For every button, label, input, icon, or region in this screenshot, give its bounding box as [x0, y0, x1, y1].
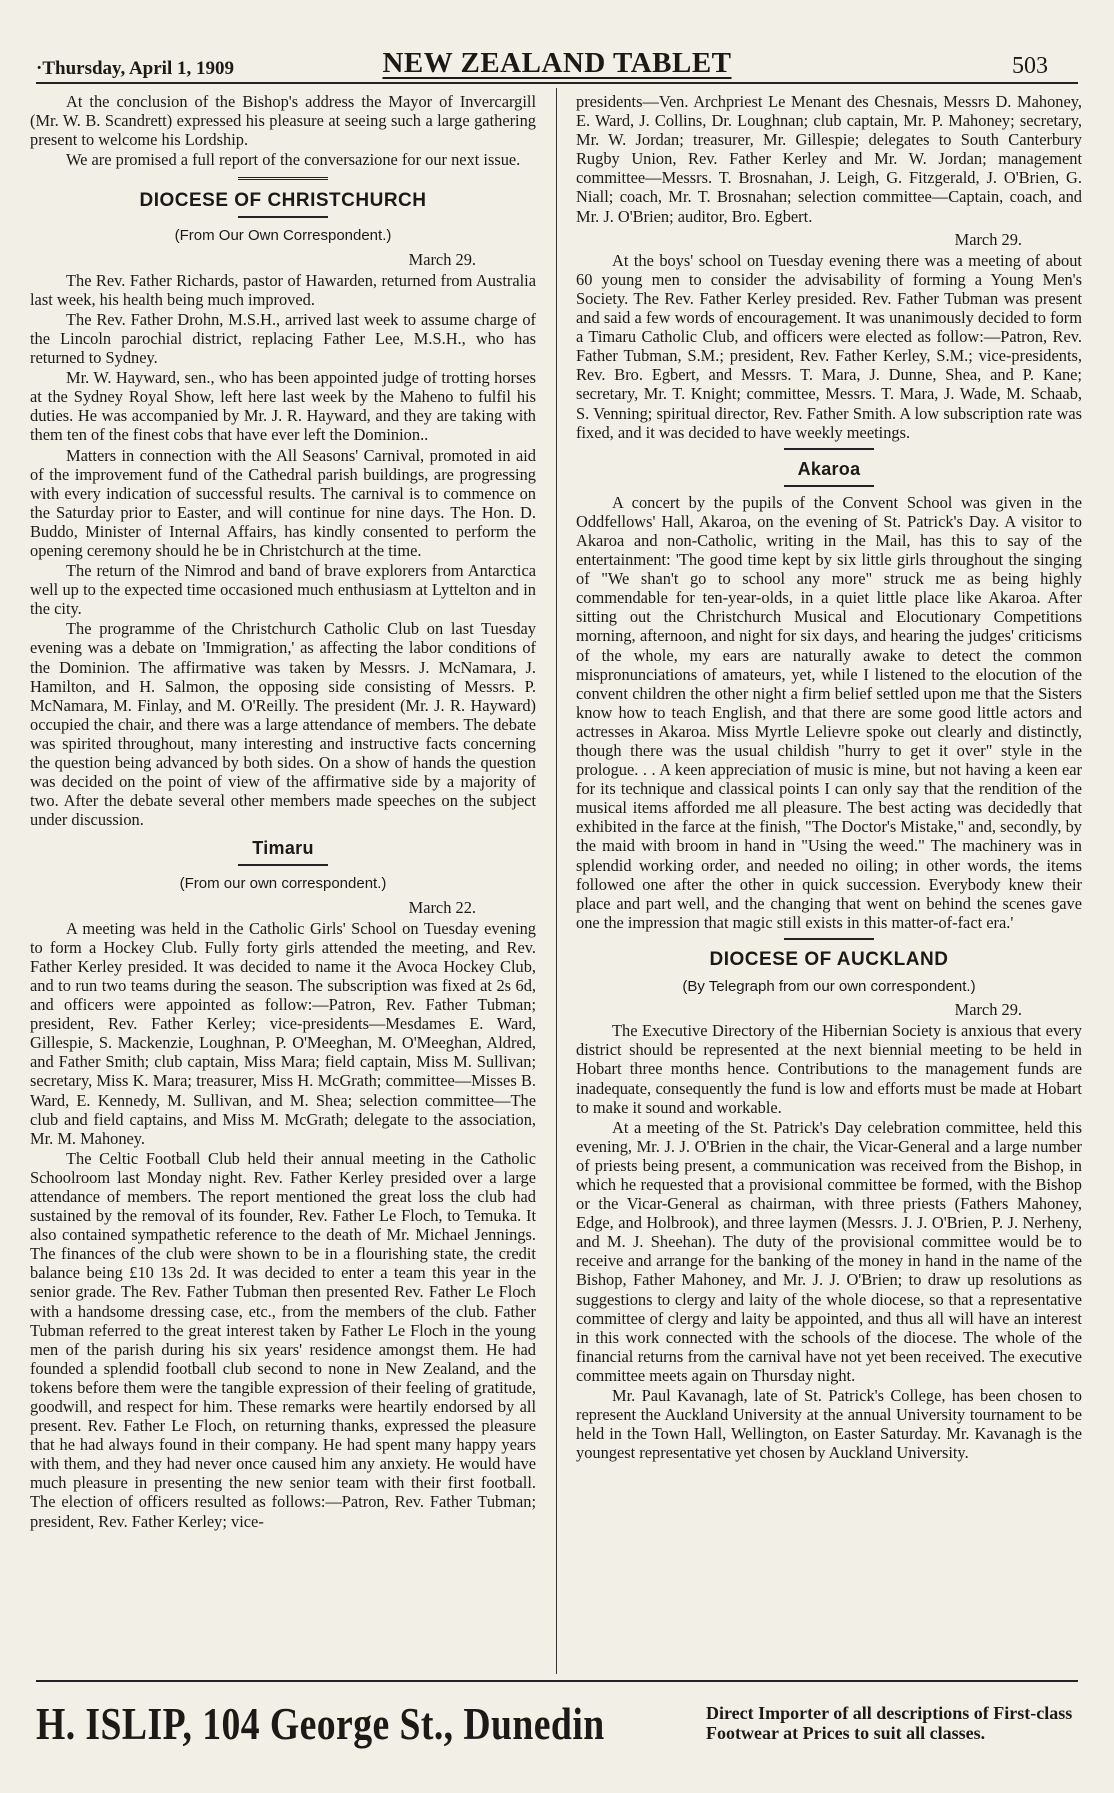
- akaroa-heading: Akaroa: [797, 458, 861, 479]
- heading-rule: [784, 485, 874, 487]
- section-rule: [784, 938, 874, 940]
- christchurch-byline: (From Our Own Correspondent.): [174, 227, 392, 245]
- footer-advertisement: [36, 1688, 1078, 1758]
- auckland-byline: (By Telegraph from our own correspondent.): [682, 978, 976, 996]
- timaru-heading: Timaru: [252, 838, 314, 859]
- right-column: [576, 92, 1082, 1672]
- advertisement-tagline: [706, 1703, 1072, 1743]
- heading-rule: [238, 864, 328, 866]
- masthead-rule: [36, 82, 1078, 84]
- footer-rule: [36, 1680, 1078, 1682]
- section-rule: [238, 177, 328, 181]
- timaru-dateline: March 22.: [408, 897, 476, 917]
- article-paragraph: The programme of the Christchurch Catholic Club on last Tuesday evening was a debate on 'Immigration,' as affecting the labor conditions of the Dominion. The affirmative was taken by Messrs. J. McNamara, J. Hamilton, and H. Salmon, the opposing side consisting of Messrs. P. McNamara, M. Finlay, and M. O'Reilly. The president (Mr. J. R. Hayward) occupied the chair, and there was a large attendance of members. The debate was spirited throughout, many interesting and instructive facts concerning the question being advanced by both sides. On a show of hands the question was decided on the point of view of the affirmative side by a majority of two. After the debate several other members made speeches on the subject under discussion.: [30, 619, 536, 830]
- article-paragraph: At a meeting of the St. Patrick's Day celebration committee, held this evening, Mr. J. J. O'Brien in the chair, the Vicar-General and a large number of priests being present, a communication was received from the Bishop, in which he requested that a provisional committee be formed, with the Bishop or the Vicar-General as chairman, with three priests (Fathers Mahoney, Edge, and Holbrook), and three laymen (Messrs. J. J. O'Brien, P. J. Nerheny, and M. J. Sheehan). The duty of the provisional committee would be to receive and arrange for the banking of the money in hand in the name of the Bishop, Father Mahoney, and Mr. J. J. O'Brien; to draw up resolutions as suggestions to clergy and laity of the whole diocese, so that a representative committee of clergy and laity be appointed, and thus all will have an interest in this work connected with the schools of the diocese. The whole of the financial returns from the carnival have not yet been received. The executive committee meets again on Thursday night.: [576, 1117, 1082, 1385]
- intro-paragraph: We are promised a full report of the conversazione for our next issue.: [66, 150, 521, 170]
- advertiser-name: H. ISLIP, 104 George St., Dunedin: [36, 1697, 605, 1749]
- article-paragraph: The Rev. Father Drohn, M.S.H., arrived last week to assume charge of the Lincoln parochial district, replacing Father Lee, M.S.H., who has returned to Sydney.: [30, 309, 536, 368]
- article-paragraph: A meeting was held in the Catholic Girls' School on Tuesday evening to form a Hockey Club. Fully forty girls attended the meeting, and Rev. Father Kerley presided. It was decided to name it the Avoca Hockey Club, and to run two teams during the season. The subscription was fixed at 2s 6d, and officers were appointed as follow:—Patron, Rev. Father Tubman; president, Rev. Father Kerley; vice-presidents—Mesdames E. Ward, Gillespie, S. Mackenzie, Loughnan, P. O'Meeghan, M. O'Meeghan, Aldred, and Father Smith; club captain, Miss Mara; field captain, Miss M. Sullivan; secretary, Miss K. Mara; treasurer, Miss H. McGrath; committee—Misses B. Ward, E. Kennedy, M. Sullivan, and M. Shea; selection committee—The club and field captains, and Miss M. McGrath; delegate to the association, Mr. M. Mahoney.: [30, 918, 536, 1148]
- article-paragraph: Mr. W. Hayward, sen., who has been appointed judge of trotting horses at the Sydney Royal Show, left here last week by the Maheno to fulfil his duties. He was accompanied by Mr. J. R. Hayward, and they are taking with them ten of the finest cobs that have ever left the Dominion..: [30, 368, 536, 445]
- issue-date: ·Thursday, April 1, 1909: [36, 58, 234, 79]
- timaru-dateline-2: March 29.: [954, 229, 1022, 249]
- timaru-byline: (From our own correspondent.): [179, 875, 387, 893]
- intro-paragraph: At the conclusion of the Bishop's address the Mayor of Invercargill (Mr. W. B. Scandrett) expressed his pleasure at seeing such a large gathering present to welcome his Lordship.: [30, 92, 536, 150]
- tagline-line: Direct Importer of all descriptions of First-class: [706, 1703, 1073, 1723]
- article-paragraph: Mr. Paul Kavanagh, late of St. Patrick's College, has been chosen to represent the Auckland University at the annual University tournament to be held in the Town Hall, Wellington, on Easter Saturday. Mr. Kavanagh is the youngest representative yet chosen by Auckland University.: [576, 1386, 1082, 1463]
- article-paragraph: The Rev. Father Richards, pastor of Hawarden, returned from Australia last week, his health being much improved.: [30, 270, 536, 309]
- article-paragraph: The return of the Nimrod and band of brave explorers from Antarctica well up to the expected time occasioned much enthusiasm at Lyttelton and in the city.: [30, 561, 536, 619]
- tagline-line: Footwear at Prices to suit all classes.: [706, 1723, 986, 1743]
- article-paragraph: At the boys' school on Tuesday evening there was a meeting of about 60 young men to consider the advisability of forming a Young Men's Society. The Rev. Father Kerley presided. Rev. Father Tubman was present and said a few words of encouragement. It was unanimously decided to form a Timaru Catholic Club, and officers were elected as follow:—Patron, Rev. Father Tubman, S.M.; president, Rev. Father Kerley, S.M.; vice-presidents, Rev. Bro. Egbert, and Messrs. T. Mara, J. Dunne, Shea, and P. Kane; secretary, Mr. T. Knight; committee, Messrs. T. Mara, J. Wade, M. Schaab, S. Venning; spiritual director, Rev. Father Smith. A low subscription rate was fixed, and it was decided to have weekly meetings.: [576, 250, 1082, 442]
- auckland-dateline: March 29.: [954, 1000, 1022, 1020]
- masthead: [36, 38, 1078, 80]
- continued-paragraph: presidents—Ven. Archpriest Le Menant des Chesnais, Messrs D. Mahoney, E. Ward, J. Collins, Dr. Loughnan; club captain, Mr. P. Mahoney; secretary, Mr. W. Jordan; treasurer, Mr. Gillespie; delegates to South Canterbury Rugby Union, Rev. Father Kerley and Mr. W. Jordan; management committee—Messrs. T. Brosnahan, J. Leigh, G. Fitzgerald, J. O'Brien, G. Niall; coach, Mr. T. Brosnahan; selection committee—Captain, coach, and Mr. J. O'Brien; auditor, Bro. Egbert.: [576, 92, 1082, 226]
- section-rule: [784, 448, 874, 450]
- article-paragraph: The Celtic Football Club held their annual meeting in the Catholic Schoolroom last Monday night. Rev. Father Kerley presided over a large attendance of members. The report mentioned the great loss the club had sustained by the removal of its founder, Rev. Father Le Floch, to Temuka. It also contained sympathetic reference to the death of Mr. Michael Jennings. The finances of the club were shown to be in a flourishing state, the credit balance being £10 13s 2d. It was decided to enter a team this year in the senior grade. The Rev. Father Tubman then presented Rev. Father Le Floch with a handsome dressing case, etc., from the members of the club. Father Tubman referred to the great interest taken by Father Le Floch in the young men of the parish during his six years' residence amongst them. He had founded a splendid football club second to none in New Zealand, and the tokens before them were the tangible expression of their feeling of gratitude, goodwill, and respect for him. These remarks were heartily endorsed by all present. Rev. Father Le Floch, on returning thanks, expressed the pleasure that he had always found in their company. He had spent many happy years with them, and they had never once caused him any anxiety. He would have much pleasure in presenting the new senior team with their first football. The election of officers resulted as follows:—Patron, Rev. Father Tubman; president, Rev. Father Kerley; vice-: [30, 1148, 536, 1531]
- heading-rule: [238, 216, 328, 218]
- christchurch-heading: DIOCESE OF CHRISTCHURCH: [139, 190, 427, 212]
- page-number: 503: [1012, 53, 1048, 79]
- publication-title: NEW ZEALAND TABLET: [382, 47, 732, 79]
- christchurch-dateline: March 29.: [408, 249, 476, 269]
- auckland-heading: DIOCESE OF AUCKLAND: [709, 948, 949, 970]
- article-paragraph: The Executive Directory of the Hibernian Society is anxious that every district should be represented at the next biennial meeting to be held in Hobart three months hence. Contributions to the management funds are inadequate, consequently the fund is low and efforts must be made at Hobart to make it sound and workable.: [576, 1021, 1082, 1117]
- article-paragraph: A concert by the pupils of the Convent School was given in the Oddfellows' Hall, Akaroa, on the evening of St. Patrick's Day. A visitor to Akaroa and non-Catholic, writing in the Mail, has this to say of the entertainment: 'The good time kept by six little girls throughout the singing of "We shan't go to school any more" struck me as being highly commendable for ten-year-olds, in a quiet little place like Akaroa. After sitting out the Christchurch Musical and Elocutionary Competitions morning, afternoon, and night for six days, and hearing the judges' criticisms of the whole, my ears are naturally awake to detect the common mispronunciations of amateurs, yet, while I listened to the elocution of the convent children the other night a firm belief settled upon me that the Sisters know how to teach English, and that there are some good little actors and actresses in Akaroa. Miss Myrtle Lelievre spoke out clearly and distinctly, though there was the usual childish "hurry to get it over" style in the prologue. . . A keen appreciation of music is mine, but not having a keen ear for its technique and classical points I can only say that the rendition of the musical items afforded me all pleasure. The best acting was decidedly that exhibited in the farce at the finish, "The Doctor's Mistake," and, secondly, by the maid with broom in hand in "Using the weed." The machinery was in splendid working order, and needed no oiling; in other words, the items followed one after the other in quick succession. Everybody knew their place and part well, and the changing that went on behind the scenes gave one the impression that magic still exists in this matter-of-fact era.': [576, 492, 1082, 932]
- left-column: [30, 92, 536, 1672]
- column-divider: [556, 88, 557, 1674]
- article-paragraph: Matters in connection with the All Seasons' Carnival, promoted in aid of the improvement fund of the Cathedral parish buildings, are progressing with every indication of successful results. The carnival is to commence on the Saturday prior to Easter, and will continue for nine days. The Hon. D. Buddo, Minister of Internal Affairs, has kindly consented to perform the opening ceremony should he be in Christchurch at the time.: [30, 445, 536, 560]
